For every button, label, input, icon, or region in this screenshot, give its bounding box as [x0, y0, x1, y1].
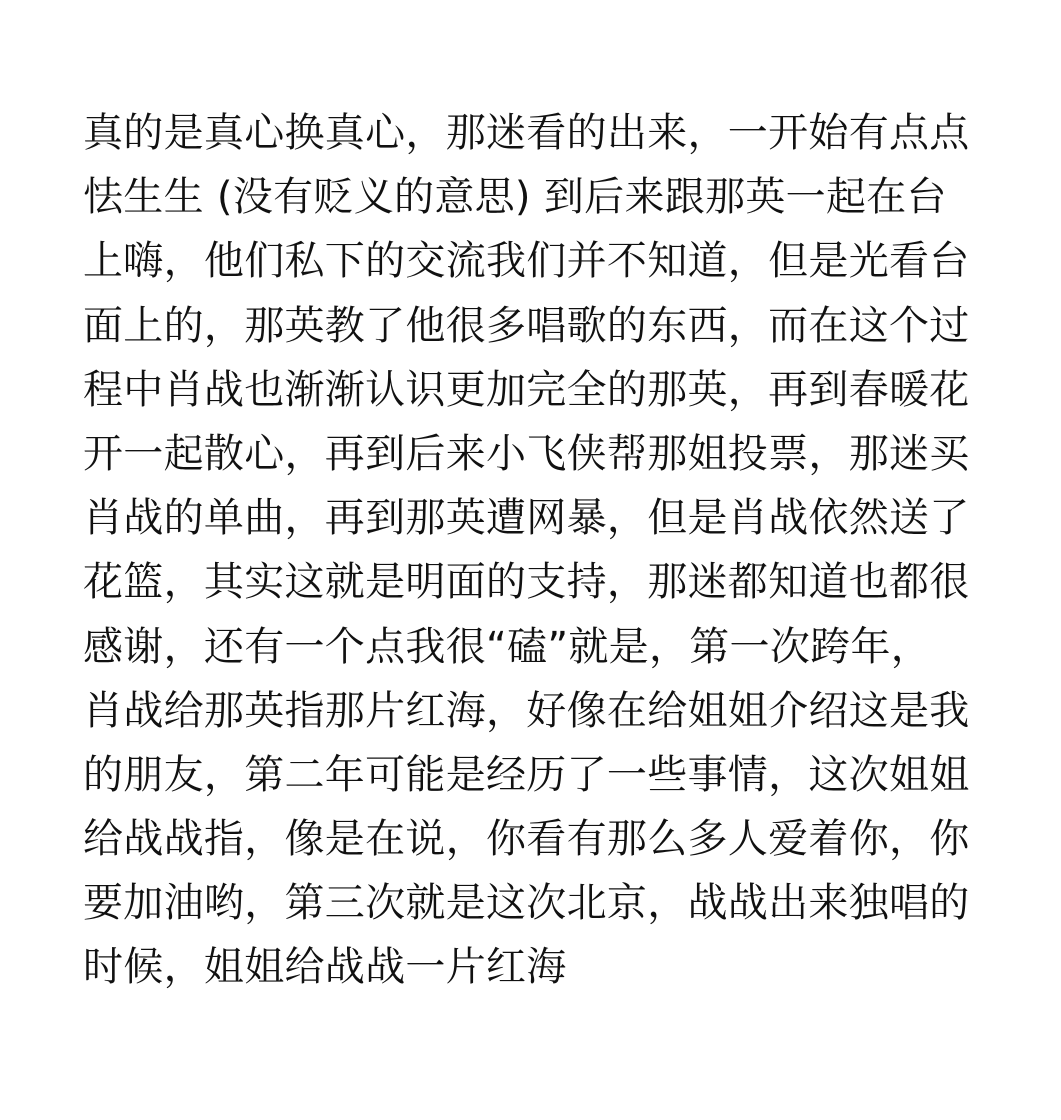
text-line-14: 时候，姐姐给战战一片红海 — [83, 944, 567, 991]
text-line-4: 面上的，那英教了他很多唱歌的东西，而在这个过 — [83, 302, 970, 349]
text-line-5: 程中肖战也渐渐认识更加完全的那英，再到春暖花 — [83, 366, 970, 413]
text-line-1: 真的是真心换真心，那迷看的出来，一开始有点点 — [83, 110, 970, 156]
text-line-13: 要加油哟，第三次就是这次北京，战战出来独唱的 — [83, 880, 970, 927]
text-line-10: 肖战给那英指那片红海，好像在给姐姐介绍这是我 — [83, 687, 970, 734]
text-line-7: 肖战的单曲，再到那英遭网暴，但是肖战依然送了 — [83, 495, 970, 542]
text-line-8: 花篮，其实这就是明面的支持，那迷都知道也都很 — [83, 559, 970, 606]
text-line-11: 的朋友，第二年可能是经历了一些事情，这次姐姐 — [83, 751, 970, 798]
text-line-9: 感谢，还有一个点我很“磕”就是，第一次跨年， — [83, 623, 932, 670]
text-line-2: 怯生生 (没有贬义的意思) 到后来跟那英一起在台 — [83, 174, 947, 221]
text-line-12: 给战战指，像是在说，你看有那么多人爱着你，你 — [83, 816, 970, 863]
text-line-6: 开一起散心，再到后来小飞侠帮那姐投票，那迷买 — [83, 430, 970, 477]
text-paragraph — [83, 101, 1013, 1000]
text-line-3: 上嗨，他们私下的交流我们并不知道，但是光看台 — [83, 238, 970, 285]
